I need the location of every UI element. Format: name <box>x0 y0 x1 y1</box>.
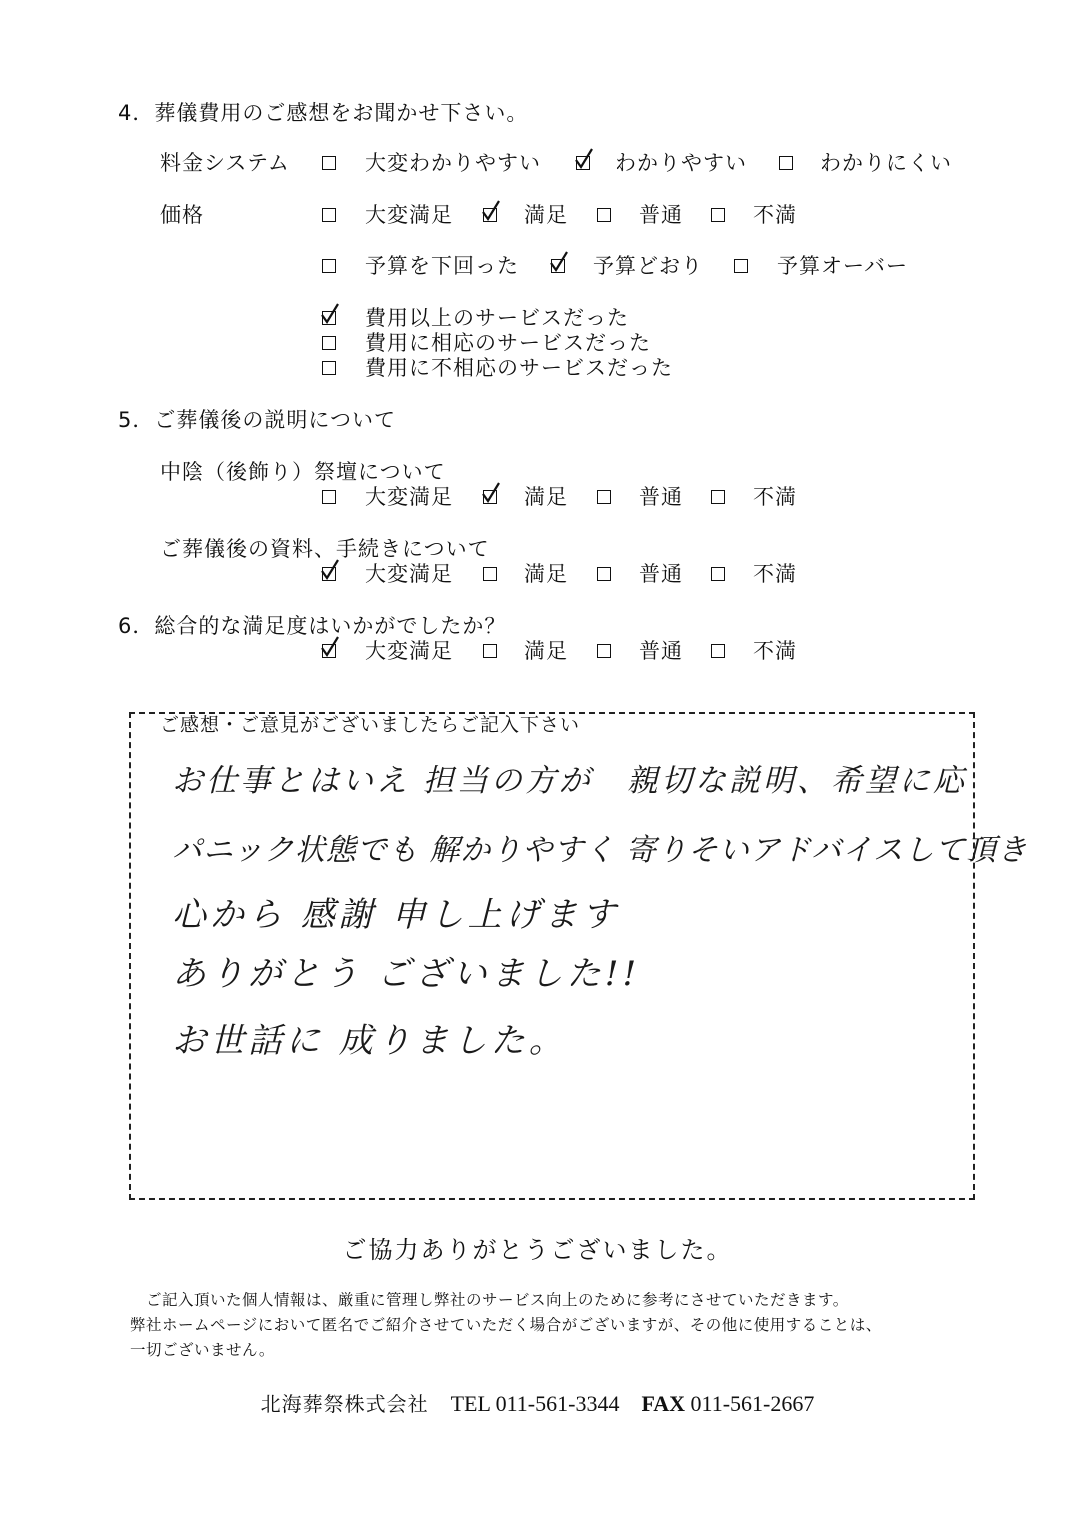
comment-line-1: お仕事とはいえ 担当の方が 親切な説明、希望に応 <box>172 763 967 799</box>
checkbox-docs-normal[interactable] <box>597 567 611 581</box>
comment-line-5: お世話に 成りました。 <box>172 1021 567 1061</box>
option-on-budget: 予算どおり <box>593 254 703 278</box>
checkbox-under-budget[interactable] <box>322 259 336 273</box>
checkmark-icon <box>320 636 342 658</box>
option-above-cost: 費用以上のサービスだった <box>365 306 629 330</box>
option-docs-dissatisfied: 不満 <box>753 562 797 586</box>
comments-label: ご感想・ご意見がございましたらご記入下さい <box>160 714 581 736</box>
checkbox-clear[interactable] <box>576 156 590 170</box>
option-docs-satisfied: 満足 <box>524 562 568 586</box>
privacy-note-line-2: 弊社ホームページにおいて匿名でご紹介させていただく場合がございますが、その他に使用することは、 <box>130 1316 882 1334</box>
checkbox-altar-very-satisfied[interactable] <box>322 490 336 504</box>
checkbox-unclear[interactable] <box>779 156 793 170</box>
option-unclear: わかりにくい <box>820 151 952 175</box>
checkbox-docs-satisfied[interactable] <box>483 567 497 581</box>
checkbox-on-budget[interactable] <box>551 259 565 273</box>
company-name: 北海葬祭株式会社 <box>260 1392 429 1416</box>
option-overall-very-satisfied: 大変満足 <box>365 639 453 663</box>
option-altar-normal: 普通 <box>639 485 683 509</box>
company-fax: 011-561-2667 <box>690 1391 815 1416</box>
option-altar-satisfied: 満足 <box>524 485 568 509</box>
docs-label: ご葬儀後の資料、手続きについて <box>160 537 490 561</box>
option-very-clear: 大変わかりやすい <box>365 151 541 175</box>
q5-title: 5．ご葬儀後の説明について <box>118 408 396 432</box>
option-overall-dissatisfied: 不満 <box>753 639 797 663</box>
option-price-dissatisfied: 不満 <box>753 203 797 227</box>
privacy-note-line-1: ご記入頂いた個人情報は、厳重に管理し弊社のサービス向上のために参考にさせていただきます。 <box>146 1291 849 1309</box>
price-label: 価格 <box>160 203 204 227</box>
fax-label: FAX <box>641 1391 686 1416</box>
checkbox-below-cost[interactable] <box>322 361 336 375</box>
checkmark-icon <box>481 482 503 504</box>
option-over-budget: 予算オーバー <box>777 254 908 278</box>
option-docs-very-satisfied: 大変満足 <box>365 562 453 586</box>
option-price-satisfied: 満足 <box>524 203 568 227</box>
privacy-note-line-3: 一切ございません。 <box>130 1341 275 1359</box>
checkbox-docs-dissatisfied[interactable] <box>711 567 725 581</box>
altar-label: 中陰（後飾り）祭壇について <box>160 460 446 484</box>
checkmark-icon <box>549 251 571 273</box>
thanks-message: ご協力ありがとうございました。 <box>342 1236 733 1264</box>
q4-title: 4．葬儀費用のご感想をお聞かせ下さい。 <box>118 101 529 125</box>
option-under-budget: 予算を下回った <box>365 254 519 278</box>
checkbox-overall-very-satisfied[interactable] <box>322 644 336 658</box>
checkbox-over-budget[interactable] <box>734 259 748 273</box>
pricing-system-label: 料金システム <box>160 151 290 175</box>
option-price-very-satisfied: 大変満足 <box>365 203 453 227</box>
comment-line-3: 心から 感謝 申し上げます <box>172 895 620 935</box>
option-price-normal: 普通 <box>639 203 683 227</box>
checkmark-icon <box>574 148 596 170</box>
comment-line-4: ありがとう ございました!! <box>172 954 641 994</box>
checkbox-docs-very-satisfied[interactable] <box>322 567 336 581</box>
checkbox-overall-dissatisfied[interactable] <box>711 644 725 658</box>
comment-line-2: パニック状態でも 解かりやすく 寄りそいアドバイスして頂き <box>172 833 1028 868</box>
q6-title: 6．総合的な満足度はいかがでしたか？ <box>118 614 507 638</box>
checkbox-price-very-satisfied[interactable] <box>322 208 336 222</box>
checkbox-overall-satisfied[interactable] <box>483 644 497 658</box>
checkmark-icon <box>320 559 342 581</box>
option-matching-cost: 費用に相応のサービスだった <box>365 331 651 355</box>
option-altar-very-satisfied: 大変満足 <box>365 485 453 509</box>
company-footer <box>0 1388 1075 1417</box>
company-tel: TEL 011-561-3344 <box>450 1391 620 1416</box>
checkbox-altar-satisfied[interactable] <box>483 490 497 504</box>
option-overall-normal: 普通 <box>639 639 683 663</box>
checkbox-price-dissatisfied[interactable] <box>711 208 725 222</box>
option-below-cost: 費用に不相応のサービスだった <box>365 356 673 380</box>
option-docs-normal: 普通 <box>639 562 683 586</box>
checkbox-above-cost[interactable] <box>322 311 336 325</box>
checkbox-price-satisfied[interactable] <box>483 208 497 222</box>
checkmark-icon <box>481 200 503 222</box>
checkbox-price-normal[interactable] <box>597 208 611 222</box>
checkbox-altar-normal[interactable] <box>597 490 611 504</box>
checkbox-matching-cost[interactable] <box>322 336 336 350</box>
option-clear: わかりやすい <box>615 151 747 175</box>
option-overall-satisfied: 満足 <box>524 639 568 663</box>
checkbox-overall-normal[interactable] <box>597 644 611 658</box>
checkbox-very-clear[interactable] <box>322 156 336 170</box>
checkmark-icon <box>320 303 342 325</box>
checkbox-altar-dissatisfied[interactable] <box>711 490 725 504</box>
option-altar-dissatisfied: 不満 <box>753 485 797 509</box>
